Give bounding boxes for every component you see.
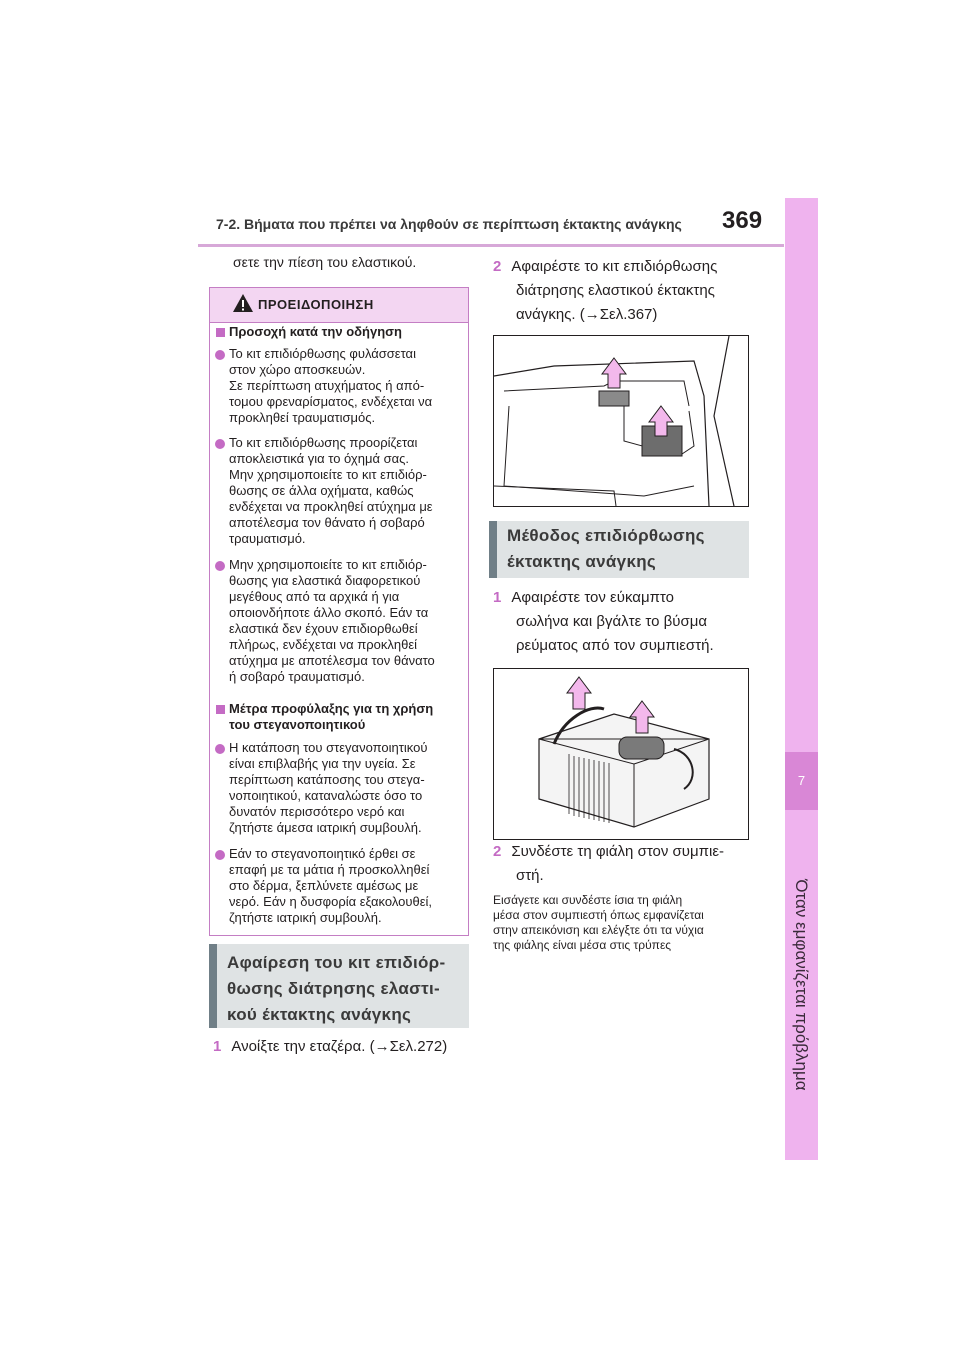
round-bullet-icon [215, 350, 225, 360]
bottle-insert-note: Εισάγετε και συνδέστε ίσια τη φιάλη μέσα στον συμπιεστή όπως εμφανίζεται στην απεικόνιση και ελέγξτε ότι τα νύχια της φιάλης είναι μέσα στις τρύπες [493, 893, 704, 952]
warning-item: Το κιτ επιδιόρθωσης προορίζεται αποκλειστικά για το όχημά σας. Μην χρησιμοποιείτε το κιτ επιδιόρ- θωσης σε άλλα οχήματα, καθώς ενδέχεται να προκληθεί ατύχημα με αποτέλεσμα τον θάνατο ή σοβαρό τραυματισμό. [229, 435, 433, 546]
continued-text: σετε την πίεση του ελαστικού. [233, 254, 417, 270]
round-bullet-icon [215, 744, 225, 754]
chapter-number: 7 [785, 752, 818, 810]
page-number: 369 [722, 207, 763, 234]
step-remove-hose-plug: 1 Αφαιρέστε τον εύκαμπτο σωλήνα και βγάλτε το βύσμα ρεύματος από τον συμπιεστή. [493, 589, 714, 654]
warning-triangle-icon [232, 293, 254, 313]
round-bullet-icon [215, 561, 225, 571]
round-bullet-icon [215, 850, 225, 860]
square-bullet-icon [216, 705, 225, 714]
compressor-illustration [494, 669, 748, 839]
round-bullet-icon [215, 439, 225, 449]
warning-heading-driving: Προσοχή κατά την οδήγηση [229, 324, 402, 339]
luggage-compartment-illustration [494, 336, 748, 506]
warning-item: Η κατάποση του στεγανοποιητικού είναι επιβλαβής για την υγεία. Σε περίπτωση κατάποσης του στεγα- νοποιητικού, καταναλώστε όσο το δυνατόν περισσότερο νερό και ζητήστε άμεσα ιατρική συμβουλή. [229, 740, 428, 835]
figure-compressor [493, 668, 749, 840]
warning-header [210, 288, 468, 323]
step-open-deck-board: 1 Ανοίξτε την εταζέρα. (→Σελ.272) [213, 1038, 448, 1055]
warning-item: Εάν το στεγανοποιητικό έρθει σε επαφή με τα μάτια ή προσκολληθεί στο δέρμα, ξεπλύνετε αμέσως με νερό. Εάν η δυσφορία εξακολουθεί, ζητήστε ιατρική συμβουλή. [229, 846, 432, 925]
running-header: 7-2. Βήματα που πρέπει να ληφθούν σε περίπτωση έκτακτης ανάγκης [216, 216, 682, 232]
warning-item: Μην χρησιμοποιείτε το κιτ επιδιόρ- θωσης για ελαστικά διαφορετικού μεγέθους από τα αρχικά ή για οποιονδήποτε άλλο σκοπό. Εάν τα ελαστικά δεν έχουν επιδιορθωθεί πλήρως, ενδέχεται να προκληθεί ατύχημα με αποτέλεσμα τον θάνατο ή σοβαρό τραυματισμό. [229, 557, 435, 684]
square-bullet-icon [216, 328, 225, 337]
warning-box [209, 287, 469, 936]
warning-heading-sealant: Μέτρα προφύλαξης για τη χρήση του στεγανοποιητικού [229, 701, 434, 732]
warning-item: Το κιτ επιδιόρθωσης φυλάσσεται στον χώρο αποσκευών. Σε περίπτωση ατυχήματος ή από- τομου φρεναρίσματος, ενδέχεται να προκληθεί τραυματισμός. [229, 346, 433, 425]
figure-kit-in-luggage [493, 335, 749, 507]
section-heading-emergency-repair: Μέθοδος επιδιόρθωσης έκτακτης ανάγκης [489, 521, 749, 578]
section-heading-remove-kit: Αφαίρεση του κιτ επιδιόρ- θωσης διάτρησης ελαστι- κού έκτακτης ανάγκης [209, 944, 469, 1028]
warning-title: ΠΡΟΕΙΔΟΠΟΙΗΣΗ [258, 297, 374, 312]
step-connect-bottle: 2 Συνδέστε τη φιάλη στον συμπιε- στή. [493, 843, 725, 884]
header-rule [198, 244, 784, 247]
step-remove-kit: 2 Αφαιρέστε το κιτ επιδιόρθωσης διάτρησης ελαστικού έκτακτης ανάγκης. (→Σελ.367) [493, 258, 718, 323]
